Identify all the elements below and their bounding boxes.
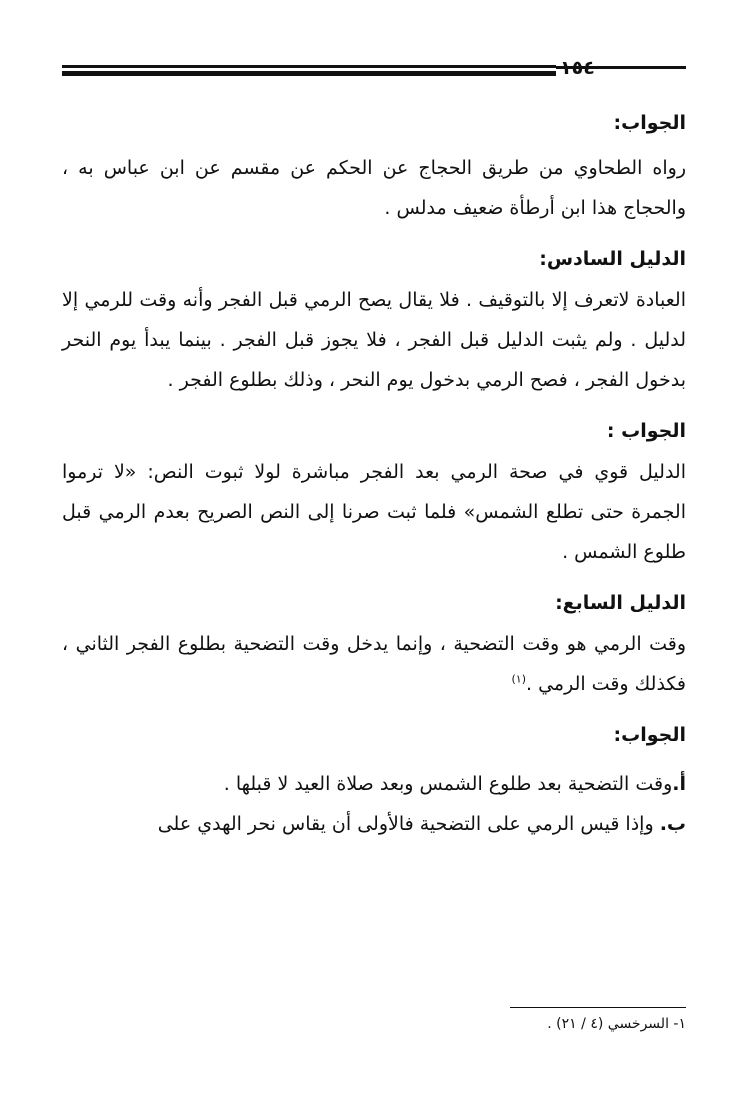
section-heading: الدليل السابع: bbox=[555, 592, 686, 614]
section-answer-1 bbox=[62, 108, 686, 228]
header-rule-thin bbox=[62, 65, 556, 68]
footnote-separator bbox=[510, 1007, 686, 1008]
list-item-label: ب. bbox=[659, 813, 686, 835]
list-item-text: وإذا قيس الرمي على التضحية فالأولى أن يقاس نحر الهدي على bbox=[157, 813, 654, 835]
paragraph: العبادة لاتعرف إلا بالتوقيف . فلا يقال يصح الرمي قبل الفجر وأنه وقت للرمي إلا لدليل . ولم يثبت الدليل قبل الفجر ، فلا يجوز قبل الفجر . بينما يبدأ يوم النحر بدخول الفجر ، فصح الرمي بدخول يوم النحر ، وذلك بطلوع الفجر . bbox=[62, 289, 686, 391]
page-body bbox=[62, 108, 686, 844]
section-evidence-6 bbox=[62, 244, 686, 400]
header-rule-thick bbox=[62, 71, 556, 76]
section-heading: الجواب: bbox=[613, 724, 686, 746]
list-item bbox=[62, 764, 686, 804]
section-evidence-7 bbox=[62, 588, 686, 704]
list-item bbox=[62, 804, 686, 844]
paragraph bbox=[62, 624, 686, 704]
section-answer-3 bbox=[62, 720, 686, 844]
footnote-reference: (١) bbox=[511, 672, 526, 686]
footnote: ١- السرخسي (٤ / ٢١) . bbox=[547, 1016, 686, 1032]
page-number: ١٥٤ bbox=[560, 57, 595, 79]
list-item-label: أ. bbox=[672, 773, 686, 795]
running-header bbox=[62, 57, 686, 81]
section-answer-2 bbox=[62, 416, 686, 572]
paragraph: رواه الطحاوي من طريق الحجاج عن الحكم عن مقسم عن ابن عباس به ، والحجاج هذا ابن أرطأة ضعيف مدلس . bbox=[62, 157, 686, 219]
section-heading: الجواب: bbox=[613, 112, 686, 134]
section-heading: الدليل السادس: bbox=[539, 248, 686, 270]
paragraph-text: وقت الرمي هو وقت التضحية ، وإنما يدخل وقت التضحية بطلوع الفجر الثاني ، فكذلك وقت الرمي . bbox=[62, 633, 686, 695]
paragraph: الدليل قوي في صحة الرمي بعد الفجر مباشرة لولا ثبوت النص: «لا ترموا الجمرة حتى تطلع الشمس» فلما ثبت صرنا إلى النص الصريح بعدم الرمي قبل طلوع الشمس . bbox=[62, 461, 686, 563]
list-item-text: وقت التضحية بعد طلوع الشمس وبعد صلاة العيد لا قبلها . bbox=[223, 773, 673, 795]
section-heading: الجواب : bbox=[606, 420, 686, 442]
